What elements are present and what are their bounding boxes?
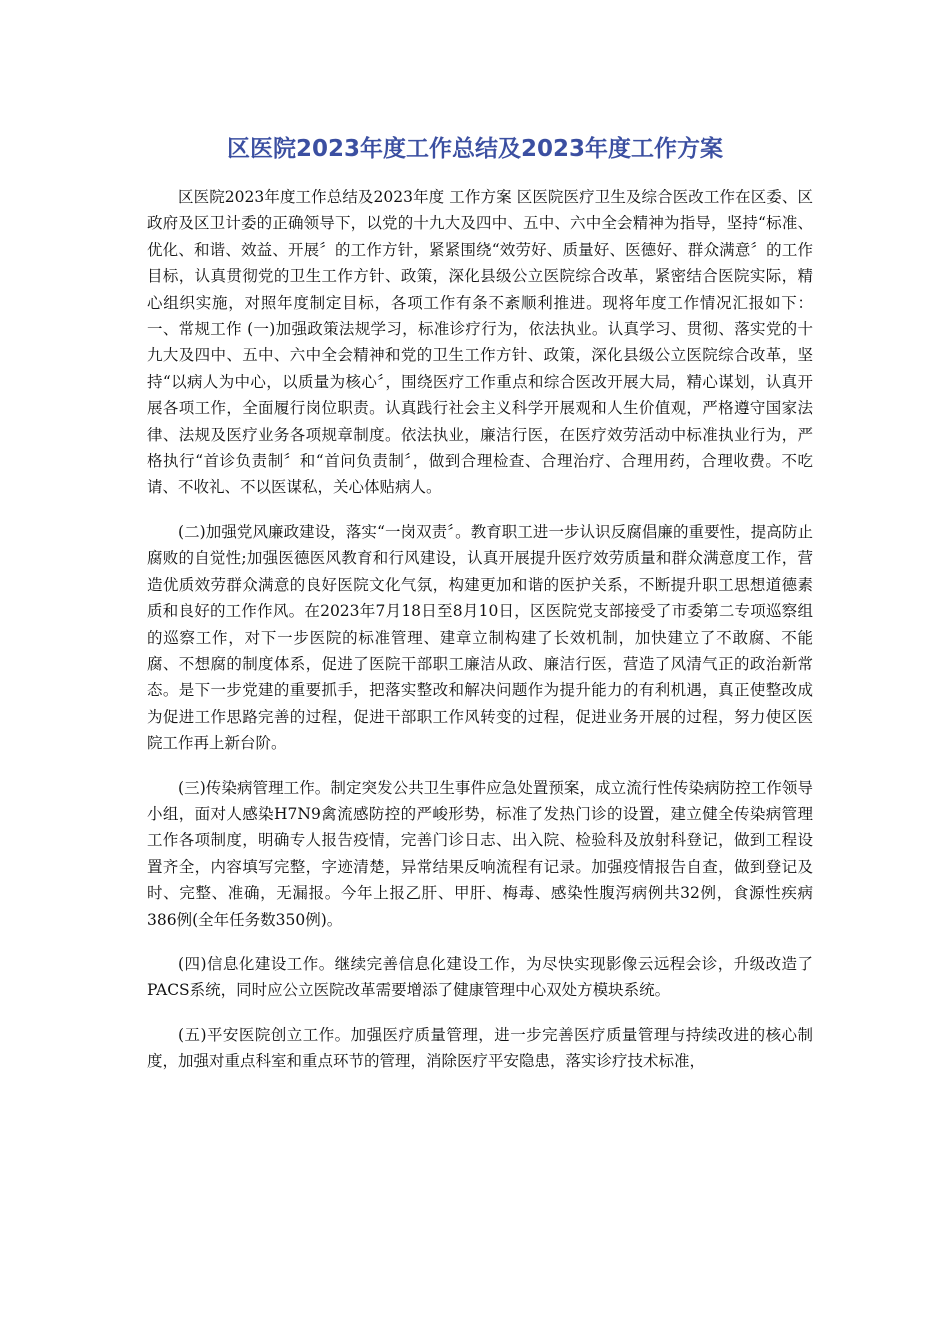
document-title: 区医院2023年度工作总结及2023年度工作方案: [226, 136, 724, 162]
paragraph-3: (三)传染病管理工作。制定突发公共卫生事件应急处置预案，成立流行性传染病防控工作领导小组，面对人感染H7N9禽流感防控的严峻形势，标准了发热门诊的设置，建立健全传染病管理工作各项制度，明确专人报告疫情，完善门诊日志、出入院、检验科及放射科登记，做到工程设置齐全，内容填写完整，字迹清楚，异常结果反响流程有记录。加强疫情报告自查，做到登记及时、完整、准确，无漏报。今年上报乙肝、甲肝、梅毒、感染性腹泻病例共32例，食源性疾病386例(全年任务数350例)。: [147, 778, 813, 929]
document-body: [147, 184, 813, 1093]
paragraph-2: (二)加强党风廉政建设，落实“一岗双责〞。教育职工进一步认识反腐倡廉的重要性，提高防止腐败的自觉性;加强医德医风教育和行风建设，认真开展提升医疗效劳质量和群众满意度工作，营造优质效劳群众满意的良好医院文化气氛，构建更加和谐的医护关系，不断提升职工思想道德素质和良好的工作作风。在2023年7月18日至8月10日，区医院党支部接受了市委第二专项巡察组的巡察工作，对下一步医院的标准管理、建章立制构建了长效机制，加快建立了不敢腐、不能腐、不想腐的制度体系，促进了医院干部职工廉洁从政、廉洁行医，营造了风清气正的政治新常态。是下一步党建的重要抓手，把落实整改和解决问题作为提升能力的有利机遇，真正使整改成为促进工作思路完善的过程，促进干部职工作风转变的过程，促进业务开展的过程，努力使区医院工作再上新台阶。: [147, 522, 813, 753]
paragraph-1: 区医院2023年度工作总结及2023年度 工作方案 区医院医疗卫生及综合医改工作在区委、区政府及区卫计委的正确领导下，以党的十九大及四中、五中、六中全会精神为指导，坚持“标准、优化、和谐、效益、开展〞的工作方针，紧紧围绕“效劳好、质量好、医德好、群众满意〞的工作目标，认真贯彻党的卫生工作方针、政策，深化县级公立医院综合改革，紧密结合医院实际，精心组织实施，对照年度制定目标，各项工作有条不紊顺利推进。现将年度工作情况汇报如下：一、常规工作 (一)加强政策法规学习，标准诊疗行为，依法执业。认真学习、贯彻、落实党的十九大及四中、五中、六中全会精神和党的卫生工作方针、政策，深化县级公立医院综合改革，坚持“以病人为中心，以质量为核心〞，围绕医疗工作重点和综合医改开展大局，精心谋划，认真开展各项工作，全面履行岗位职责。认真践行社会主义科学开展观和人生价值观，严格遵守国家法律、法规及医疗业务各项规章制度。依法执业，廉洁行医，在医疗效劳活动中标准执业行为，严格执行“首诊负责制〞和“首问负责制〞，做到合理检查、合理治疗、合理用药，合理收费。不吃请、不收礼、不以医谋私，关心体贴病人。: [147, 188, 813, 497]
paragraph-4: (四)信息化建设工作。继续完善信息化建设工作，为尽快实现影像云远程会诊，升级改造了PACS系统，同时应公立医院改革需要增添了健康管理中心双处方模块系统。: [147, 954, 813, 1000]
paragraph-5: (五)平安医院创立工作。加强医疗质量管理，进一步完善医疗质量管理与持续改进的核心制度，加强对重点科室和重点环节的管理，消除医疗平安隐患，落实诊疗技术标准，: [147, 1025, 813, 1071]
